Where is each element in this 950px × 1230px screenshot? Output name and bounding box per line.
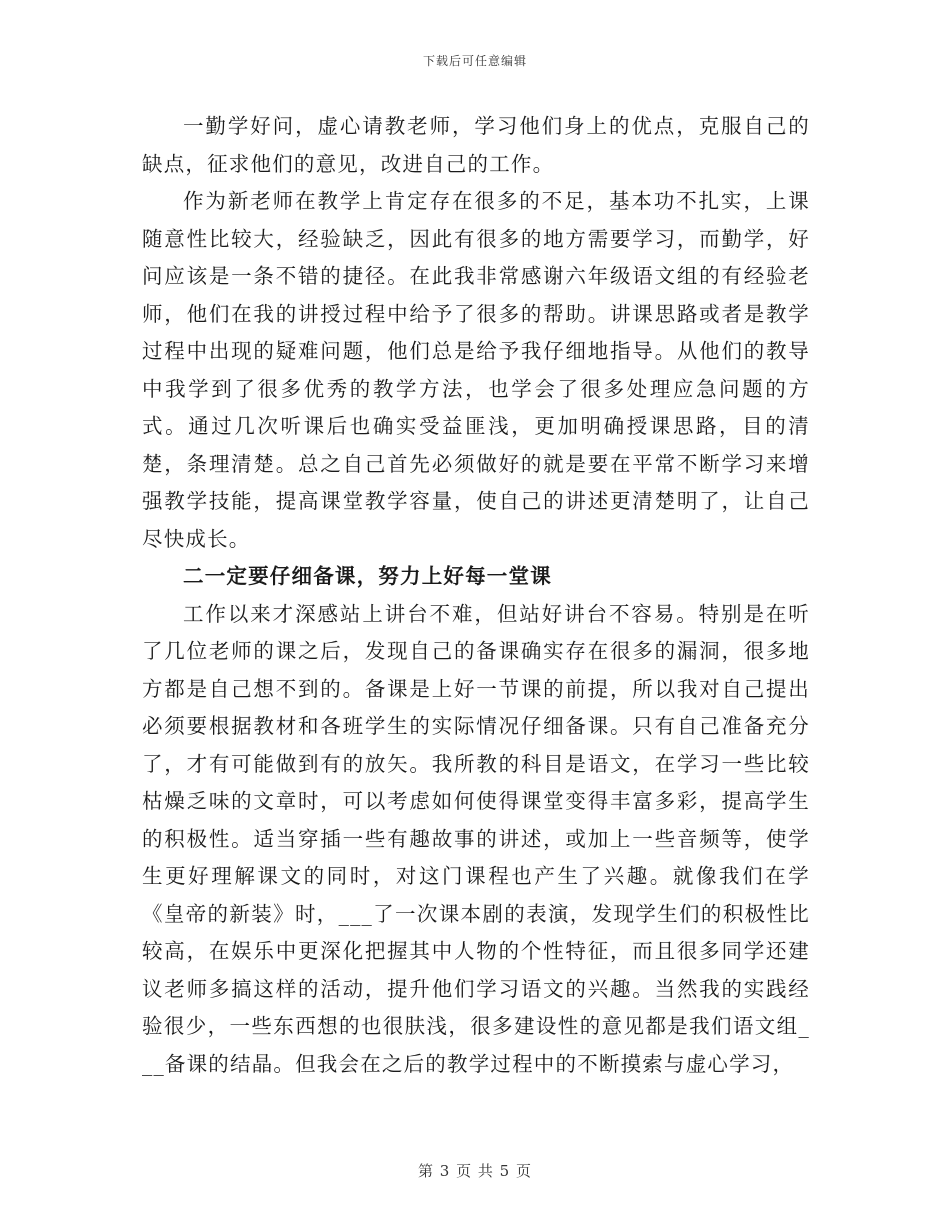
paragraph-lesson-preparation: 工作以来才深感站上讲台不难，但站好讲台不容易。特别是在听了几位老师的课之后，发现自己的备课确实存在很多的漏洞，很多地方都是自己想不到的。备课是上好一节课的前提，所以我对自己提出必须要根据教材和各班学生的实际情况仔细备课。只有自己准备充分了，才有可能做到有的放矢。我所教的科目是语文，在学习一些比较枯燥乏味的文章时，可以考虑如何使得课堂变得丰富多彩，提高学生的积极性。适当穿插一些有趣故事的讲述，或加上一些音频等，使学生更好理解课文的同时，对这门课程也产生了兴趣。就像我们在学《皇帝的新装》时，___了一次课本剧的表演，发现学生们的积极性比较高，在娱乐中更深化把握其中人物的个性特征，而且很多同学还建议老师多搞这样的活动，提升他们学习语文的兴趣。当然我的实践经验很少，一些东西想的也很肤浅，很多建设性的意见都是我们语文组___备课的结晶。但我会在之后的教学过程中的不断摸索与虚心学习，	[142, 601, 810, 1076]
paragraph-new-teacher: 作为新老师在教学上肯定存在很多的不足，基本功不扎实，上课随意性比较大，经验缺乏，因此有很多的地方需要学习，而勤学，好问应该是一条不错的捷径。在此我非常感谢六年级语文组的有经验老师，他们在我的讲授过程中给予了很多的帮助。讲课思路或者是教学过程中出现的疑难问题，他们总是给予我仔细地指导。从他们的教导中我学到了很多优秀的教学方法，也学会了很多处理应急问题的方式。通过几次听课后也确实受益匪浅，更加明确授课思路，目的清楚，条理清楚。总之自己首先必须做好的就是要在平常不断学习来增强教学技能，提高课堂教学容量，使自己的讲述更清楚明了，让自己尽快成长。	[142, 189, 810, 551]
section-heading-prepare-lessons: 二一定要仔细备课，努力上好每一堂课	[183, 564, 552, 588]
document-body	[142, 108, 810, 1083]
paragraph-study-and-ask: 一勤学好问，虚心请教老师，学习他们身上的优点，克服自己的缺点，征求他们的意见，改进自己的工作。	[142, 114, 810, 176]
page-header: 下载后可任意编辑	[422, 54, 527, 68]
page-number: 第 3 页 共 5 页	[418, 1162, 532, 1180]
